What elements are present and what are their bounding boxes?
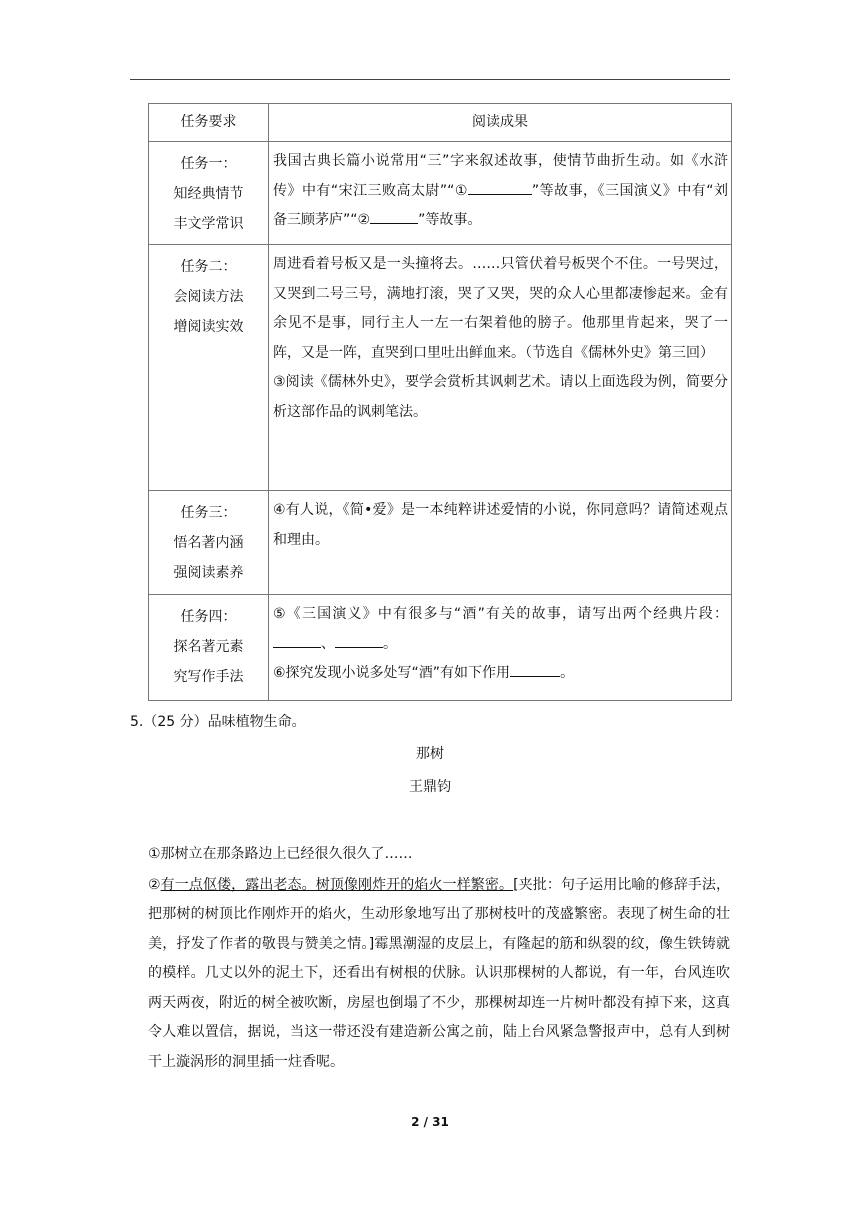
header-rule bbox=[130, 79, 730, 80]
blank-2[interactable] bbox=[370, 209, 418, 225]
task1-text-a: 我国古典长篇小说常用“三”字来叙述故事，使情节曲折生动。如《水浒传》中有“宋江三败高太尉”“① bbox=[273, 153, 728, 199]
task1-text-c: ”等故事。 bbox=[418, 212, 482, 229]
task4-result bbox=[269, 595, 732, 701]
task1-text-b: ”等故事，《三国演义》中有“刘备三顾茅庐”“② bbox=[273, 182, 728, 229]
task1-result bbox=[269, 142, 732, 245]
task1-req-line: 丰文学常识 bbox=[173, 216, 244, 232]
essay-paragraph-1: ①那树立在那条路边上已经很久很久了…… bbox=[148, 846, 413, 862]
task2-req-line: 增阅读实效 bbox=[173, 319, 244, 335]
para2-underlined-sentence: 有一点伛偻，露出老态。树顶像刚炸开的焰火一样繁密。 bbox=[160, 876, 514, 893]
task2-result bbox=[269, 245, 732, 491]
table-header-row bbox=[149, 104, 732, 142]
task1-requirement bbox=[149, 142, 269, 245]
essay-body bbox=[148, 840, 730, 1077]
q5-separator: 、 bbox=[321, 635, 335, 652]
task3-req-line: 悟名著内涵 bbox=[173, 535, 244, 551]
task1-req-line: 知经典情节 bbox=[173, 186, 244, 202]
blank-1[interactable] bbox=[468, 179, 532, 195]
header-reading-result: 阅读成果 bbox=[269, 104, 732, 142]
header-task-requirement: 任务要求 bbox=[149, 104, 269, 142]
q5-end: 。 bbox=[383, 635, 397, 652]
reading-task-table bbox=[148, 103, 732, 701]
task2-req-line: 会阅读方法 bbox=[173, 289, 244, 305]
rulin-passage: 周进看着号板又是一头撞将去。……只管伏着号板哭个不住。一号哭过，又哭到二号三号，满地打滚，哭了又哭，哭的众人心里都凄惨起来。金有余见不是事，同行主人一左一右架着他的膀子。他那里肯起来，哭了一阵，又是一阵，直哭到口里吐出鲜血来。（节选自《儒林外史》第三回） bbox=[273, 256, 728, 361]
question-4: ④有人说，《简•爱》是一本纯粹讲述爱情的小说，你同意吗？请简述观点和理由。 bbox=[273, 502, 728, 548]
task4-req-line: 任务四： bbox=[180, 609, 237, 625]
essay-author: 王鼎钧 bbox=[409, 779, 451, 795]
task3-req-line: 任务三： bbox=[180, 505, 237, 521]
para2-marker: ② bbox=[148, 876, 161, 893]
q6-end: 。 bbox=[560, 665, 575, 682]
task4-row bbox=[149, 595, 732, 701]
question-6-blank bbox=[273, 659, 728, 689]
task4-req-line: 究写作手法 bbox=[173, 669, 244, 685]
q6-text: ⑥探究发现小说多处写“酒”有如下作用 bbox=[273, 665, 511, 682]
question-5-blanks bbox=[273, 600, 728, 659]
question-5-heading: 5.（25 分）品味植物生命。 bbox=[130, 714, 306, 730]
task3-requirement bbox=[149, 491, 269, 595]
task1-row bbox=[149, 142, 732, 245]
task3-result bbox=[269, 491, 732, 595]
q5-text: ⑤《三国演义》中有很多与“酒”有关的故事，请写出两个经典片段： bbox=[273, 606, 728, 622]
page-number: 2 / 31 bbox=[411, 1115, 449, 1129]
essay-title: 那树 bbox=[416, 746, 444, 762]
question-3: ③阅读《儒林外史》，要学会赏析其讽刺艺术。请以上面选段为例，简要分析这部作品的讽刺笔法。 bbox=[273, 374, 728, 420]
essay-paragraph-2 bbox=[148, 871, 730, 1078]
task2-req-line: 任务二： bbox=[180, 259, 237, 275]
para2-rest: [夹批：句子运用比喻的修辞手法，把那树的树顶比作刚炸开的焰火，生动形象地写出了那树枝叶的茂盛繁密。表现了树生命的壮美，抒发了作者的敬畏与赞美之情。]霉黑潮湿的皮层上，有隆起的筋和纵裂的纹，像生铁铸就的模样。几丈以外的泥土下，还看出有树根的伏脉。认识那棵树的人都说，有一年，台风连吹两天两夜，附近的树全被吹断，房屋也倒塌了不少，那棵树却连一片树叶都没有掉下来，这真令人难以置信，据说，当这一带还没有建造新公寓之前，陆上台风紧急警报声中，总有人到树干上漩涡形的洞里插一炷香呢。 bbox=[148, 876, 730, 1070]
blank-5a[interactable] bbox=[273, 632, 321, 648]
blank-5b[interactable] bbox=[335, 632, 383, 648]
task3-req-line: 强阅读素养 bbox=[173, 565, 244, 581]
task4-req-line: 探名著元素 bbox=[173, 639, 244, 655]
task3-row bbox=[149, 491, 732, 595]
blank-6[interactable] bbox=[510, 662, 560, 678]
task2-row bbox=[149, 245, 732, 491]
task4-requirement bbox=[149, 595, 269, 701]
task1-req-line: 任务一： bbox=[180, 156, 237, 172]
task2-requirement bbox=[149, 245, 269, 491]
